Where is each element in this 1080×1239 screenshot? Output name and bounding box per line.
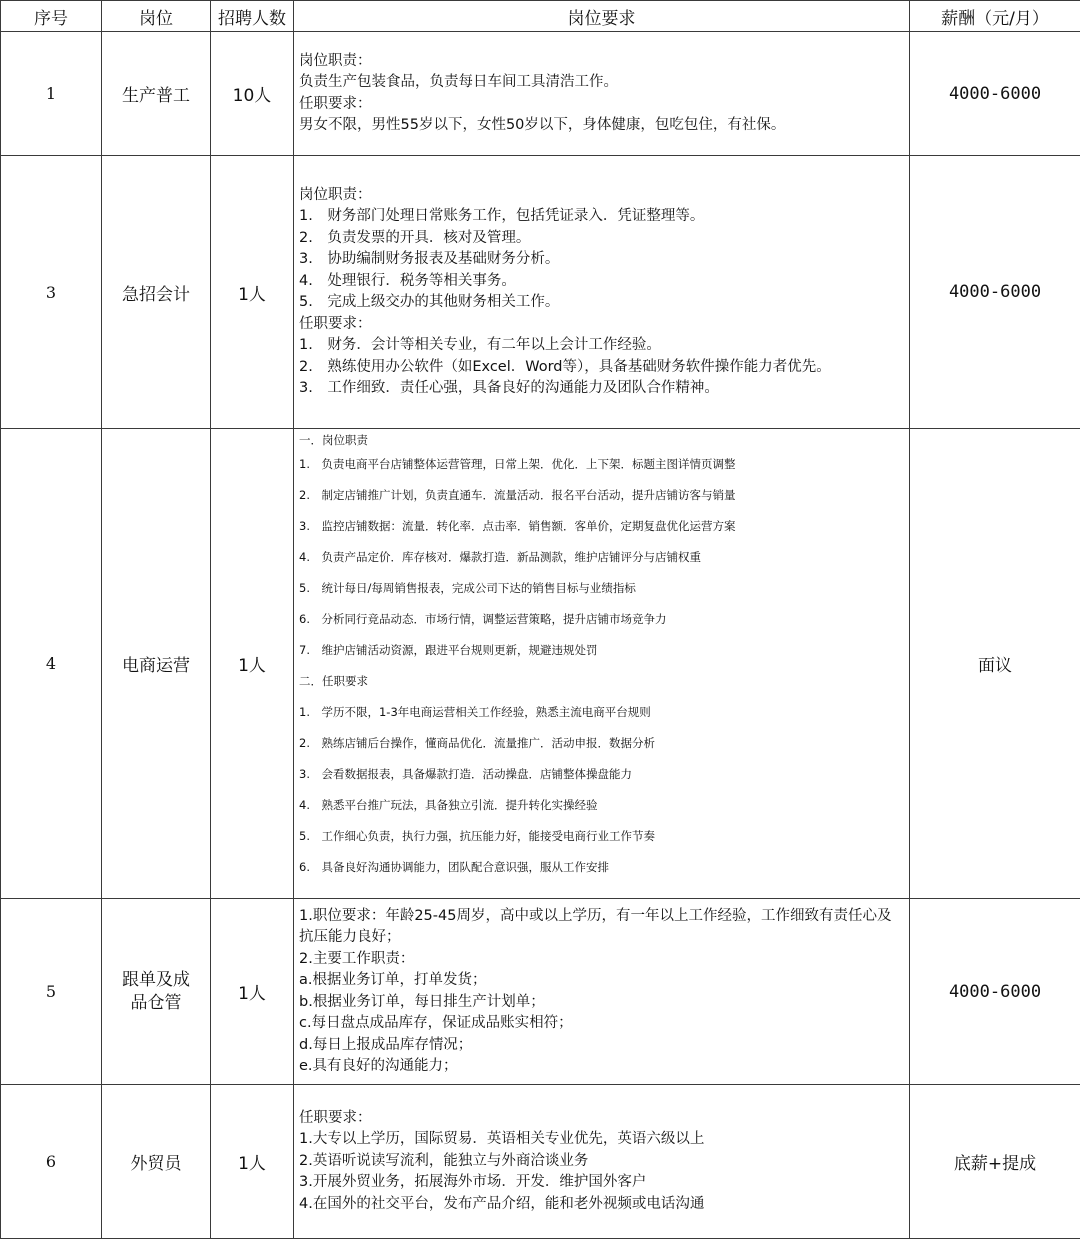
header-index: 序号 xyxy=(1,1,102,32)
row-headcount: 1人 xyxy=(211,1085,294,1239)
requirement-line: 负责生产包装食品，负责每日车间工具清浩工作。 xyxy=(299,72,905,94)
requirement-line: 5. 完成上级交办的其他财务相关工作。 xyxy=(299,292,905,314)
requirement-line: 3.开展外贸业务，拓展海外市场．开发．维护国外客户 xyxy=(299,1172,905,1194)
row-requirements xyxy=(294,429,910,899)
requirement-line: 任职要求： xyxy=(299,314,905,336)
requirement-line: 2.英语听说读写流利，能独立与外商洽谈业务 xyxy=(299,1151,905,1173)
requirement-line: 一．岗位职责 xyxy=(299,431,905,449)
requirement-line: 4. 处理银行．税务等相关事务。 xyxy=(299,271,905,293)
requirement-line: d.每日上报成品库存情况； xyxy=(299,1035,905,1057)
row-requirements xyxy=(294,156,910,429)
row-salary: 面议 xyxy=(910,429,1080,899)
row-position: 外贸员 xyxy=(102,1085,211,1239)
requirement-line: 2. 熟练店铺后台操作，懂商品优化．流量推广．活动申报．数据分析 xyxy=(299,728,905,759)
requirement-line: 1.职位要求：年龄25-45周岁，高中或以上学历，有一年以上工作经验，工作细致有责任心及抗压能力良好； xyxy=(299,906,905,949)
row-headcount: 1人 xyxy=(211,429,294,899)
requirement-line: 6. 分析同行竞品动态．市场行情，调整运营策略，提升店铺市场竞争力 xyxy=(299,604,905,635)
row-requirements xyxy=(294,32,910,156)
requirement-line: 3. 监控店铺数据：流量．转化率．点击率．销售额．客单价，定期复盘优化运营方案 xyxy=(299,511,905,542)
row-position: 生产普工 xyxy=(102,32,211,156)
row-requirements xyxy=(294,899,910,1085)
table-row xyxy=(1,429,1080,899)
requirement-line: 7. 维护店铺活动资源，跟进平台规则更新，规避违规处罚 xyxy=(299,635,905,666)
requirement-line: e.具有良好的沟通能力； xyxy=(299,1056,905,1078)
requirement-line: 1. 负责电商平台店铺整体运营管理，日常上架．优化．上下架．标题主图详情页调整 xyxy=(299,449,905,480)
requirement-line: 岗位职责： xyxy=(299,51,905,73)
row-index: 1 xyxy=(1,32,102,156)
requirement-line: 6. 具备良好沟通协调能力，团队配合意识强，服从工作安排 xyxy=(299,852,905,883)
table-row xyxy=(1,32,1080,156)
header-row xyxy=(1,1,1080,32)
header-headcount: 招聘人数 xyxy=(211,1,294,32)
requirement-line: 1. 财务部门处理日常账务工作，包括凭证录入．凭证整理等。 xyxy=(299,206,905,228)
requirement-line: 5. 统计每日/每周销售报表，完成公司下达的销售目标与业绩指标 xyxy=(299,573,905,604)
requirement-line: a.根据业务订单，打单发货； xyxy=(299,970,905,992)
row-salary: 底薪+提成 xyxy=(910,1085,1080,1239)
requirement-line: b.根据业务订单，每日排生产计划单； xyxy=(299,992,905,1014)
requirement-line: c.每日盘点成品库存，保证成品账实相符； xyxy=(299,1013,905,1035)
requirement-line: 男女不限，男性55岁以下，女性50岁以下，身体健康，包吃包住，有社保。 xyxy=(299,115,905,137)
header-requirements: 岗位要求 xyxy=(294,1,910,32)
requirement-line: 1. 学历不限，1-3年电商运营相关工作经验，熟悉主流电商平台规则 xyxy=(299,697,905,728)
row-index: 5 xyxy=(1,899,102,1085)
requirement-line: 3. 会看数据报表，具备爆款打造．活动操盘．店铺整体操盘能力 xyxy=(299,759,905,790)
row-position: 电商运营 xyxy=(102,429,211,899)
requirement-line: 2. 制定店铺推广计划，负责直通车．流量活动．报名平台活动，提升店铺访客与销量 xyxy=(299,480,905,511)
table-row xyxy=(1,1085,1080,1239)
row-position: 跟单及成品仓管 xyxy=(102,899,211,1085)
requirement-line: 3. 工作细致．责任心强，具备良好的沟通能力及团队合作精神。 xyxy=(299,378,905,400)
requirement-line: 1.大专以上学历，国际贸易．英语相关专业优先，英语六级以上 xyxy=(299,1129,905,1151)
requirement-line: 任职要求： xyxy=(299,94,905,116)
row-index: 4 xyxy=(1,429,102,899)
row-headcount: 1人 xyxy=(211,899,294,1085)
requirement-line: 岗位职责： xyxy=(299,185,905,207)
requirements-clip xyxy=(299,431,905,897)
requirement-line: 任职要求： xyxy=(299,1108,905,1130)
row-position: 急招会计 xyxy=(102,156,211,429)
requirement-line: 2. 熟练使用办公软件（如Excel．Word等），具备基础财务软件操作能力者优先。 xyxy=(299,357,905,379)
header-position: 岗位 xyxy=(102,1,211,32)
row-salary: 4000-6000 xyxy=(910,899,1080,1085)
requirement-line: 4.在国外的社交平台，发布产品介绍，能和老外视频或电话沟通 xyxy=(299,1194,905,1216)
row-index: 6 xyxy=(1,1085,102,1239)
row-salary: 4000-6000 xyxy=(910,156,1080,429)
header-salary: 薪酬（元/月） xyxy=(910,1,1080,32)
row-requirements xyxy=(294,1085,910,1239)
table-row xyxy=(1,156,1080,429)
requirement-line: 2.主要工作职责： xyxy=(299,949,905,971)
requirement-line: 二．任职要求 xyxy=(299,666,905,697)
table-row xyxy=(1,899,1080,1085)
requirement-line: 3. 协助编制财务报表及基础财务分析。 xyxy=(299,249,905,271)
row-salary: 4000-6000 xyxy=(910,32,1080,156)
row-index: 3 xyxy=(1,156,102,429)
requirement-line: 2. 负责发票的开具．核对及管理。 xyxy=(299,228,905,250)
requirement-line: 4. 负责产品定价．库存核对．爆款打造．新品测款，维护店铺评分与店铺权重 xyxy=(299,542,905,573)
requirement-line: 5. 工作细心负责，执行力强，抗压能力好，能接受电商行业工作节奏 xyxy=(299,821,905,852)
requirement-line: 4. 熟悉平台推广玩法，具备独立引流．提升转化实操经验 xyxy=(299,790,905,821)
requirement-line: 1. 财务．会计等相关专业，有二年以上会计工作经验。 xyxy=(299,335,905,357)
row-headcount: 1人 xyxy=(211,156,294,429)
row-headcount: 10人 xyxy=(211,32,294,156)
